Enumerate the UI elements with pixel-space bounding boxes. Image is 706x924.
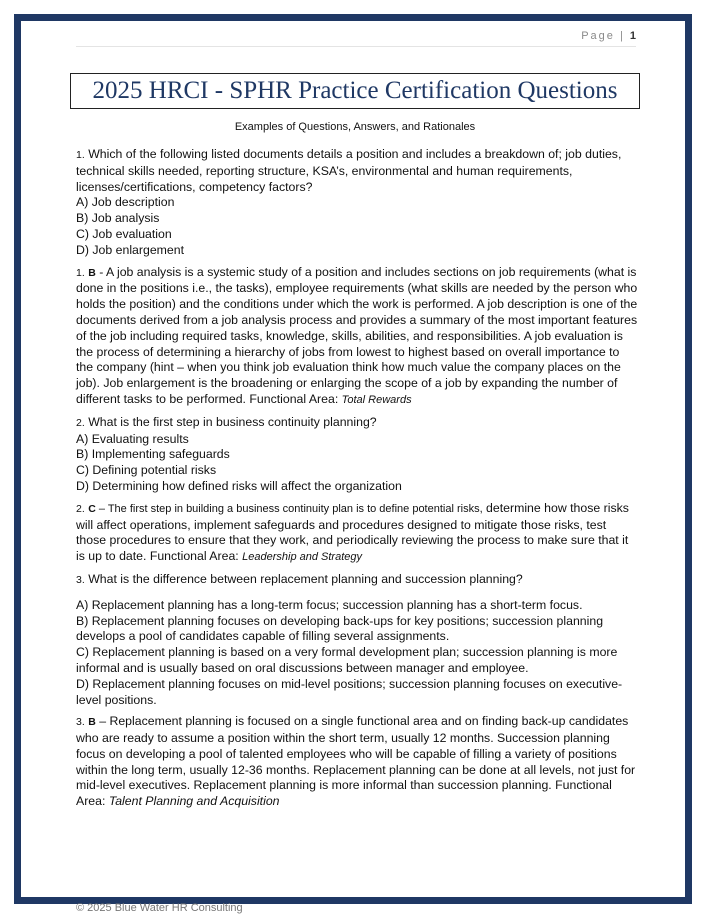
option: C) Job evaluation: [76, 226, 172, 241]
answer-letter: B: [88, 266, 96, 279]
page-header: Page | 1: [76, 30, 636, 47]
rationale-text: determine how those risks will affect operations, implement safeguards and procedures designed to mitigate those risks, test those procedures to ensure that they work, and periodically reviewing the process to make sure that it is up to date. Functional Area:: [76, 500, 629, 564]
option: C) Replacement planning is based on a very formal development plan; succession planning is more informal and is usually based on oral discussions between manager and employee.: [76, 645, 618, 675]
document-subtitle: Examples of Questions, Answers, and Rationales: [234, 121, 476, 133]
option: D) Job enlargement: [76, 242, 184, 257]
answer-3: [76, 714, 638, 810]
option: A) Job description: [76, 195, 175, 210]
question-number: 2.: [76, 416, 85, 429]
question-text: Which of the following listed documents details a position and includes a breakdown of; job duties, technical skills needed, reporting structure, KSA’s, environmental and human requirements, licenses/certifications, competency factors?: [76, 147, 622, 194]
option: D) Determining how defined risks will affect the organization: [76, 478, 402, 493]
answer-letter: C: [88, 502, 96, 515]
answer-1: [76, 265, 638, 409]
document-title: 2025 HRCI - SPHR Practice Certification Questions: [70, 73, 640, 109]
rationale-text: - A job analysis is a systemic study of a position and includes sections on job requirements (what is done in the positions i.e., the tasks), employee requirements (what skills are needed by the person who holds the position) and the conditions under which the work is performed. A job description is one of the documents derived from a job analysis process and provides a summary of the most important features of the job including required tasks, knowledge, skills, abilities, and responsibilities. A job evaluation is the process of determining a hierarchy of jobs from lowest to highest based on overall importance to the company (hint – when you think job evaluation think how much value the company places on the job). Job enlargement is the broadening or enlarging the scope of a job by expanding the number of different tasks to be performed. Functional Area:: [76, 264, 638, 406]
question-3-options: [76, 598, 638, 709]
document-body: [76, 147, 638, 816]
option: B) Replacement planning focuses on developing back-ups for key positions; succession planning develops a pool of candidates capable of filling several assignments.: [76, 613, 604, 644]
option: B) Job analysis: [76, 211, 160, 226]
page-number: 1: [629, 30, 636, 42]
option: A) Evaluating results: [76, 431, 189, 446]
functional-area: Talent Planning and Acquisition: [108, 794, 280, 809]
question-text: What is the difference between replacement planning and succession planning?: [88, 571, 523, 586]
question-2: [76, 415, 638, 495]
option: A) Replacement planning has a long-term focus; succession planning has a short-term focus.: [76, 597, 583, 612]
functional-area: Total Rewards: [341, 393, 412, 406]
question-1: [76, 147, 638, 259]
answer-number: 3.: [76, 716, 85, 729]
functional-area: Leadership and Strategy: [242, 551, 362, 564]
answer-2: [76, 501, 638, 566]
option: B) Implementing safeguards: [76, 447, 230, 462]
option: C) Defining potential risks: [76, 463, 217, 478]
question-number: 3.: [76, 573, 85, 586]
rationale-text: – The first step in building a business continuity plan is to define potential risks,: [95, 502, 483, 515]
question-3: [76, 572, 638, 589]
answer-number: 1.: [76, 266, 85, 279]
question-text: What is the first step in business continuity planning?: [88, 414, 377, 429]
footer-copyright: © 2025 Blue Water HR Consulting: [76, 902, 243, 914]
rationale-text: – Replacement planning is focused on a single functional area and on finding back-up candidates who are ready to assume a position within the short term, usually 12 months. Succession planning focus on developing a pool of talented employees who will be capable of filling a variety of positions within the long term, usually 12-36 months. Replacement planning can be done at all levels, not just for mid-level executives. Replacement planning is more informal than succession planning. Functional Area:: [76, 714, 636, 809]
answer-number: 2.: [76, 502, 85, 515]
option: D) Replacement planning focuses on mid-level positions; succession planning focuses on executive-level positions.: [76, 676, 623, 707]
question-number: 1.: [76, 149, 85, 161]
page-label: Page: [581, 30, 615, 42]
answer-letter: B: [88, 716, 96, 729]
